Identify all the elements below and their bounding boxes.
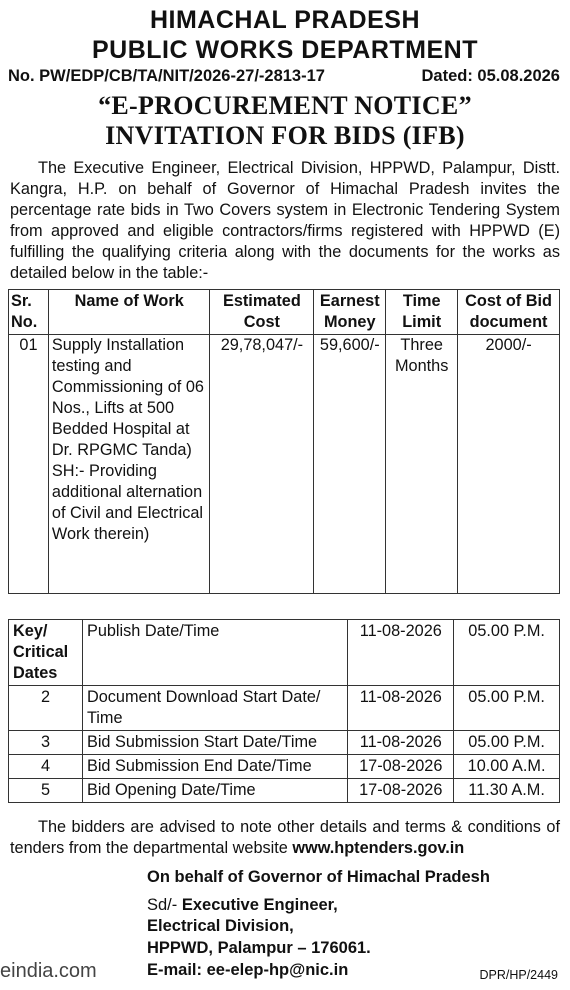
footer-advice: The bidders are advised to note other details and terms & conditions of tenders from the departmental website [10,818,560,857]
work-name: Supply Installation testing and Commissioning of 06 Nos., Lifts at 500 Bedded Hospital at Dr. RPGMC Tanda) SH:- Providing additional alternation of Civil and Electrical Work therein) [48,335,210,594]
key-critical-dates-label: Key/ Critical Dates [9,620,83,686]
reference-line [8,67,564,86]
date-value: 17-08-2026 [348,755,454,779]
signature-sd: Sd/- [147,896,178,914]
notice-title: “E-PROCUREMENT NOTICE” [98,91,472,120]
time-value: 05.00 P.M. [454,686,560,731]
notice-date: Dated: 05.08.2026 [421,67,560,85]
time-value: 05.00 P.M. [454,731,560,755]
date-row-number: 4 [9,755,83,779]
date-value: 17-08-2026 [348,779,454,803]
date-value: 11-08-2026 [348,731,454,755]
work-sr-no: 01 [9,335,49,594]
col-name-of-work: Name of Work [48,290,210,335]
works-table [8,289,560,594]
work-earnest-money: 59,600/- [314,335,386,594]
header-department: PUBLIC WORKS DEPARTMENT [91,36,479,64]
col-estimated-cost: Estimated Cost [210,290,314,335]
col-cost-of-bid-document: Cost of Bid document [458,290,560,335]
table-row [9,731,560,755]
critical-dates-table [8,619,560,803]
table-row [9,335,560,594]
col-earnest-money: Earnest Money [314,290,386,335]
notice-subtitle: INVITATION FOR BIDS (IFB) [105,121,465,150]
signature-email: E-mail: ee-elep-hp@nic.in [147,961,349,979]
date-value: 11-08-2026 [348,620,454,686]
intro-text: The Executive Engineer, Electrical Division, HPPWD, Palampur, Distt. Kangra, H.P. on behalf of Governor of Himachal Pradesh invites the percentage rate bids in Two Covers system in Electronic Tendering System from approved and eligible contractors/firms registered with HPPWD (E) fulfilling the qualifying criteria along with the documents for the works as detailed below in the table:- [10,159,560,282]
time-value: 05.00 P.M. [454,620,560,686]
reference-number: No. PW/EDP/CB/TA/NIT/2026-27/-2813-17 [8,67,325,85]
work-estimated-cost: 29,78,047/- [210,335,314,594]
signature-behalf: On behalf of Governor of Himachal Pradesh [147,868,490,886]
signature-office: HPPWD, Palampur – 176061. [147,939,371,957]
date-event: Bid Submission End Date/Time [82,755,347,779]
signature-designation: Executive Engineer, [181,896,338,914]
date-event: Bid Opening Date/Time [82,779,347,803]
table-row [9,686,560,731]
date-event: Publish Date/Time [82,620,347,686]
footer-paragraph [10,817,560,859]
col-sr-no: Sr. No. [9,290,49,335]
table-row [9,755,560,779]
works-table-header [9,290,560,335]
work-bid-document-cost: 2000/- [458,335,560,594]
time-value: 11.30 A.M. [454,779,560,803]
intro-paragraph [10,158,560,284]
signature-designation-line [147,895,338,916]
work-time-limit: Three Months [386,335,458,594]
date-row-number: 3 [9,731,83,755]
date-event: Document Download Start Date/ Time [82,686,347,731]
table-row [9,620,560,686]
header-state: HIMACHAL PRADESH [149,6,421,34]
signature-division: Electrical Division, [147,917,294,935]
date-row-number: 5 [9,779,83,803]
date-row-number: 2 [9,686,83,731]
date-value: 11-08-2026 [348,686,454,731]
col-time-limit: Time Limit [386,290,458,335]
source-watermark: eindia.com [0,960,97,982]
time-value: 10.00 A.M. [454,755,560,779]
tender-website-link[interactable]: www.hptenders.gov.in [292,839,465,857]
dpr-code: DPR/HP/2449 [479,968,558,982]
date-event: Bid Submission Start Date/Time [82,731,347,755]
table-row [9,779,560,803]
